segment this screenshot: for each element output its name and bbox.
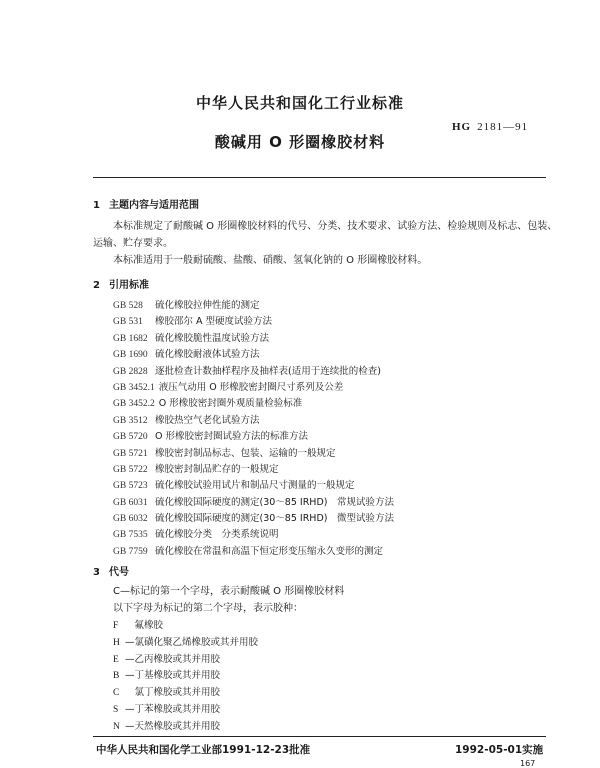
reference-item: [113, 495, 394, 511]
section-3-intro1: C—标记的第一个字母，表示耐酸碱 O 形圈橡胶材料: [113, 586, 345, 597]
reference-title: 橡胶热空气老化试验方法: [155, 414, 260, 426]
section-3-number: 3: [93, 567, 100, 578]
reference-title: 硫化橡胶耐液体试验方法: [155, 349, 260, 361]
section-1-para2: 本标准适用于一般耐硫酸、盐酸、硝酸、氢氧化钠的 O 形圈橡胶材料。: [113, 255, 428, 266]
reference-item: [113, 364, 394, 380]
section-2-title: 引用标准: [109, 280, 149, 291]
reference-code: GB 528: [113, 301, 143, 311]
code-item: [113, 635, 258, 652]
reference-code: GB 3452.2: [113, 399, 155, 410]
section-1-para1-line2: 运输、贮存要求。: [93, 238, 173, 249]
code-item: [113, 685, 258, 702]
reference-title: 橡胶密封制品贮存的一般规定: [155, 463, 279, 475]
code-letter: E: [113, 654, 119, 665]
reference-code: GB 5720: [113, 432, 148, 443]
reference-code: GB 531: [113, 317, 143, 328]
reference-item: [113, 314, 394, 330]
reference-code: GB 1682: [113, 333, 148, 344]
section-1-heading: [93, 196, 199, 211]
reference-item: [113, 527, 394, 543]
code-letter: C: [113, 688, 120, 699]
code-letter: S: [113, 704, 119, 715]
reference-code: GB 1690: [113, 350, 148, 361]
rubber-code-list: [113, 618, 258, 736]
reference-title: O 形橡胶密封圈外观质量检验标准: [158, 398, 303, 410]
reference-code: GB 7759: [113, 546, 148, 557]
reference-title: 硫化橡胶试验用试片和制品尺寸测量的一般规定: [155, 480, 355, 492]
section-1-para1-line1: 本标准规定了耐酸碱 O 形圈橡胶材料的代号、分类、技术要求、试验方法、检验规则及标志、包装、: [113, 221, 558, 232]
reference-item: [113, 446, 394, 462]
reference-code: GB 6031: [113, 497, 148, 508]
reference-title: 橡胶邵尔 A 型硬度试验方法: [155, 316, 273, 328]
reference-code: GB 7535: [113, 530, 148, 541]
implementation-date: 1992-05-01实施: [455, 744, 544, 756]
code-letter: H: [113, 637, 120, 648]
reference-code: GB 5722: [113, 464, 148, 475]
reference-item: [113, 331, 394, 347]
code-letter: F: [113, 621, 119, 631]
section-2-number: 2: [93, 280, 100, 291]
section-1-number: 1: [93, 200, 100, 211]
reference-item: [113, 396, 394, 412]
reference-title: 硫化橡胶拉伸性能的测定: [155, 300, 260, 311]
section-2-heading: [93, 276, 149, 291]
section-3-intro2: 以下字母为标记的第二个字母，表示胶种：: [113, 603, 303, 614]
reference-code: GB 3452.1: [113, 382, 155, 393]
section-1-title: 主题内容与适用范围: [109, 200, 199, 211]
code-letter: B: [113, 671, 120, 682]
code-letter: N: [113, 721, 120, 732]
reference-list: [113, 298, 394, 560]
reference-code: GB 5723: [113, 481, 148, 492]
reference-item: [113, 511, 394, 527]
footer-divider: [93, 736, 546, 737]
code-description: —丁苯橡胶或其并用胶: [125, 703, 221, 715]
header-divider: [93, 177, 546, 178]
reference-item: [113, 413, 394, 429]
reference-code: GB 3512: [113, 415, 148, 426]
section-3-heading: [93, 563, 129, 578]
code-description: 氟橡胶: [125, 620, 164, 631]
code-item: [113, 668, 258, 685]
reference-title: 硫化橡胶分类 分类系统说明: [155, 529, 279, 541]
page-number: 167: [520, 759, 536, 768]
reference-item: [113, 429, 394, 445]
reference-item: [113, 544, 394, 560]
reference-item: [113, 380, 394, 396]
code-item: [113, 652, 258, 669]
section-3-title: 代号: [109, 567, 129, 578]
standard-prefix: HG: [452, 121, 472, 133]
reference-title: 硫化橡胶脆性温度试验方法: [155, 332, 270, 344]
approval-statement: 中华人民共和国化学工业部1991-12-23批准: [96, 744, 311, 756]
reference-title: 橡胶密封制品标志、包装、运输的一般规定: [155, 447, 336, 459]
reference-item: [113, 347, 394, 363]
code-description: —丁基橡胶或其并用胶: [125, 670, 221, 682]
reference-item: [113, 478, 394, 494]
issuing-organization: 中华人民共和国化工行业标准: [195, 94, 404, 112]
reference-item: [113, 298, 394, 314]
code-description: —天然橡胶或其并用胶: [125, 720, 221, 732]
standard-number: 2181—91: [477, 121, 529, 133]
code-description: —乙丙橡胶或其并用胶: [125, 653, 221, 665]
code-description: 氯丁橡胶或其并用胶: [125, 687, 221, 699]
reference-title: 硫化橡胶国际硬度的测定(30～85 IRHD) 微型试验方法: [155, 513, 394, 525]
reference-code: GB 2828: [113, 366, 148, 377]
reference-code: GB 6032: [113, 514, 148, 525]
code-item: [113, 702, 258, 719]
reference-title: 硫化橡胶在常温和高温下恒定形变压缩永久变形的测定: [155, 545, 384, 557]
document-title: 酸碱用 O 形圈橡胶材料: [214, 133, 386, 151]
reference-code: GB 5721: [113, 448, 148, 459]
reference-title: O 形橡胶密封圈试验方法的标准方法: [155, 431, 308, 443]
reference-title: 逐批检查计数抽样程序及抽样表(适用于连续批的检查): [155, 365, 381, 377]
code-description: —氯磺化聚乙烯橡胶或其并用胶: [125, 636, 259, 648]
reference-title: 硫化橡胶国际硬度的测定(30～85 IRHD) 常规试验方法: [155, 496, 394, 508]
code-item: [113, 618, 258, 635]
reference-item: [113, 462, 394, 478]
reference-title: 液压气动用 O 形橡胶密封圈尺寸系列及公差: [158, 381, 344, 393]
code-item: [113, 719, 258, 736]
